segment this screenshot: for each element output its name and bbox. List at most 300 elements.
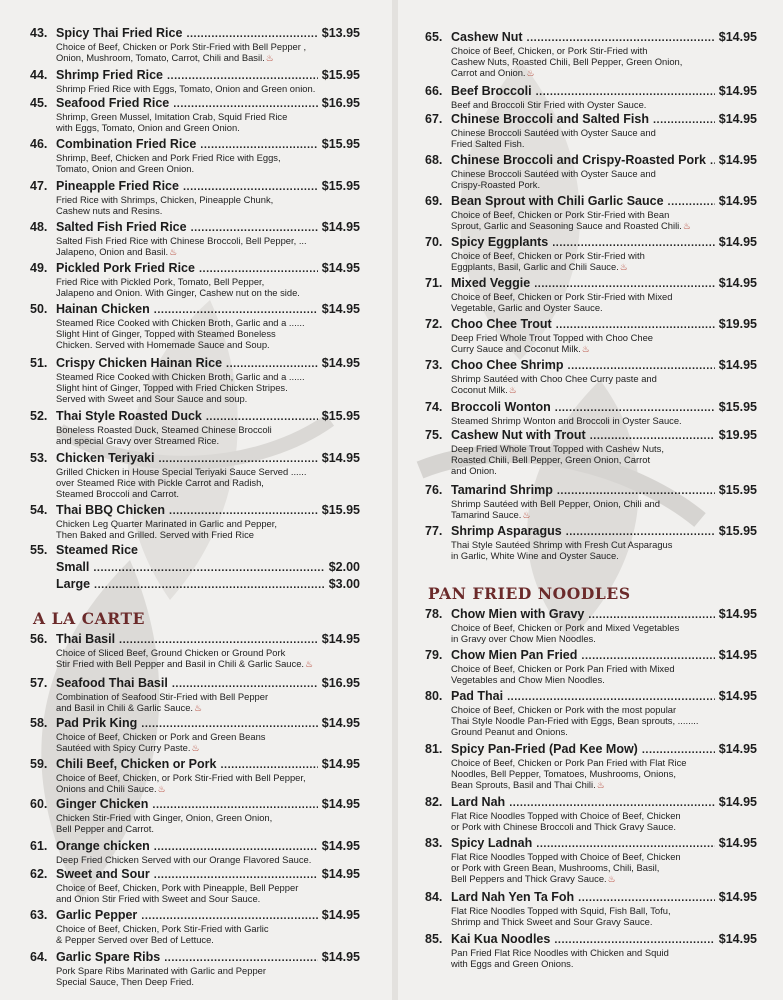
menu-item xyxy=(425,836,757,886)
description-line xyxy=(451,179,757,190)
item-price: $14.95 xyxy=(321,261,360,275)
description-text: Choice of Beef, Chicken, Pork with Pineapple, Bell Pepper xyxy=(56,882,299,893)
dot-leader xyxy=(94,579,325,591)
chili-icon: ♨ xyxy=(169,247,178,258)
item-number: 55. xyxy=(30,543,48,557)
item-number: 80. xyxy=(425,689,443,703)
item-price: $15.95 xyxy=(321,503,360,517)
description-line xyxy=(56,976,360,987)
description-text: Eggplants, Basil, Garlic and Chili Sauce. xyxy=(451,261,619,273)
description-text: Choice of Beef, Chicken or Pork Pan Fried with Mixed xyxy=(451,663,675,674)
dot-leader xyxy=(509,797,715,809)
item-name: Hainan Chicken xyxy=(56,302,150,316)
item-name: Thai Basil xyxy=(56,632,116,646)
item-price: $14.95 xyxy=(321,797,360,811)
dot-leader xyxy=(164,952,318,964)
item-name: Broccoli Wonton xyxy=(451,400,551,414)
item-description xyxy=(425,622,757,644)
item-number: 57. xyxy=(30,676,48,690)
item-name: Steamed Rice xyxy=(56,543,138,557)
description-text: Choice of Beef, Chicken or Pork Stir-Fried with Mixed xyxy=(451,291,673,302)
description-text: Steamed Broccoli and Carrot. xyxy=(56,488,179,500)
description-line xyxy=(451,168,757,179)
description-line xyxy=(56,518,360,529)
item-number: 69. xyxy=(425,194,443,208)
description-line xyxy=(56,934,360,945)
dot-leader xyxy=(186,28,317,40)
item-description xyxy=(425,443,757,477)
item-number: 84. xyxy=(425,890,443,904)
description-text: Roasted Chili, Bell Pepper, Green Onion, Carrot xyxy=(451,454,651,466)
menu-item xyxy=(425,795,757,832)
description-text: over Steamed Rice with Pickle Carrot and Radish, xyxy=(56,477,264,489)
description-line xyxy=(451,862,757,873)
item-number: 51. xyxy=(30,356,48,370)
item-number: 44. xyxy=(30,68,48,82)
item-name: Thai Style Roasted Duck xyxy=(56,409,202,423)
item-name: Combination Fried Rice xyxy=(56,137,197,151)
item-price: $14.95 xyxy=(718,836,757,850)
item-number: 70. xyxy=(425,235,443,249)
item-description xyxy=(30,647,360,670)
size-small-label: Small xyxy=(56,560,90,574)
item-number: 65. xyxy=(425,30,443,44)
item-price: $19.95 xyxy=(718,317,757,331)
description-line xyxy=(56,339,360,350)
description-line xyxy=(56,83,360,94)
item-description xyxy=(425,250,757,273)
item-description xyxy=(30,812,360,834)
description-line xyxy=(451,373,757,384)
menu-item xyxy=(30,950,360,987)
description-text: Vegetables and Chow Mien Noodles. xyxy=(451,674,605,686)
description-text: Noodles, Bell Pepper, Tomatoes, Mushrooms, Onions, xyxy=(451,768,676,780)
chili-icon: ♨ xyxy=(265,53,274,64)
item-price: $14.95 xyxy=(718,276,757,290)
dot-leader xyxy=(536,838,714,850)
item-description xyxy=(425,539,757,561)
description-text: Sprout, Garlic and Seasoning Sauce and Roasted Chili. xyxy=(451,220,682,232)
item-name: Garlic Spare Ribs xyxy=(56,950,161,964)
chili-icon: ♨ xyxy=(682,221,691,232)
item-price: $15.95 xyxy=(321,68,360,82)
description-line xyxy=(451,539,757,550)
chili-icon: ♨ xyxy=(596,780,605,791)
description-text: Slight hint of Ginger, Topped with Fried Chicken Stripes. xyxy=(56,382,288,394)
description-text: Then Baked and Grilled. Served with Fried Rice xyxy=(56,529,255,541)
item-price: $14.95 xyxy=(718,153,757,167)
description-line xyxy=(451,663,757,674)
size-large-label: Large xyxy=(56,577,91,591)
description-text: Shrimp and Thick Sweet and Sour Gravy Sauce. xyxy=(451,916,653,928)
description-line xyxy=(451,810,757,821)
item-description xyxy=(425,168,757,190)
description-text: Bell Pepper and Carrot. xyxy=(56,823,154,835)
description-line xyxy=(451,250,757,261)
description-line xyxy=(451,779,757,791)
item-number: 53. xyxy=(30,451,48,465)
item-description xyxy=(425,663,757,685)
item-price: $15.95 xyxy=(718,524,757,538)
item-description xyxy=(30,152,360,174)
description-text: Flat Rice Noodles Topped with Choice of Beef, Chicken xyxy=(451,810,681,821)
description-text: Pork Spare Ribs Marinated with Garlic and Pepper xyxy=(56,965,266,976)
item-description xyxy=(425,291,757,313)
item-number: 54. xyxy=(30,503,48,517)
item-description xyxy=(30,317,360,351)
menu-item xyxy=(425,30,757,80)
item-price: $14.95 xyxy=(321,908,360,922)
item-description xyxy=(425,947,757,969)
dot-leader xyxy=(169,505,318,517)
item-price: $14.95 xyxy=(718,235,757,249)
item-number: 67. xyxy=(425,112,443,126)
description-line xyxy=(56,823,360,834)
item-price: $14.95 xyxy=(321,220,360,234)
description-text: Thai Style Sautéed Shrimp with Fresh Cut Asparagus xyxy=(451,539,673,550)
item-number: 85. xyxy=(425,932,443,946)
description-text: and Onion. xyxy=(451,465,497,477)
description-text: Pan Fried Flat Rice Noodles with Chicken and Squid xyxy=(451,947,669,958)
item-name: Cashew Nut with Trout xyxy=(451,428,586,442)
item-price: $15.95 xyxy=(321,409,360,423)
dot-leader xyxy=(527,32,715,44)
description-text: in Gravy over Chow Mien Noodles. xyxy=(451,633,596,645)
item-number: 83. xyxy=(425,836,443,850)
menu-item xyxy=(30,302,360,351)
item-price: $13.95 xyxy=(321,26,360,40)
dot-leader xyxy=(710,155,715,167)
item-name: Chinese Broccoli and Salted Fish xyxy=(451,112,649,126)
description-line xyxy=(56,647,360,658)
description-line xyxy=(451,851,757,862)
description-text: Curry Sauce and Coconut Milk. xyxy=(451,343,581,355)
item-name: Choo Chee Trout xyxy=(451,317,552,331)
description-line xyxy=(56,194,360,205)
description-text: Shrimp Sautéed with Choo Chee Curry paste and xyxy=(451,373,657,384)
description-line xyxy=(56,205,360,216)
menu-item xyxy=(425,112,757,149)
dot-leader xyxy=(206,411,318,423)
item-name: Pineapple Fried Rice xyxy=(56,179,179,193)
description-line xyxy=(451,715,757,726)
dot-leader xyxy=(141,718,317,730)
description-text: or Pork with Chinese Broccoli and Thick Gravy Sauce. xyxy=(451,821,676,833)
description-line xyxy=(451,138,757,149)
description-line xyxy=(451,633,757,644)
description-text: and Basil in Chili & Garlic Sauce. xyxy=(56,702,194,714)
description-line xyxy=(451,209,757,220)
description-line xyxy=(56,965,360,976)
menu-item xyxy=(425,932,757,969)
description-line xyxy=(451,415,757,426)
item-number: 74. xyxy=(425,400,443,414)
description-text: Steamed Shrimp Wonton and Broccoli in Oyster Sauce. xyxy=(451,415,682,426)
item-price: $15.95 xyxy=(321,137,360,151)
description-line xyxy=(451,622,757,633)
dot-leader xyxy=(172,678,318,690)
description-text: Choice of Beef, Chicken, Pork Stir-Fried with Garlic xyxy=(56,923,269,934)
size-large-price: $3.00 xyxy=(328,577,360,591)
description-line xyxy=(451,757,757,768)
description-text: Coconut Milk. xyxy=(451,384,508,396)
description-text: Onions and Chili Sauce. xyxy=(56,783,157,795)
menu-item xyxy=(425,524,757,561)
description-line xyxy=(56,382,360,393)
description-line xyxy=(56,812,360,823)
dot-leader xyxy=(668,196,715,208)
dot-leader xyxy=(581,650,714,662)
description-line xyxy=(451,550,757,561)
item-number: 79. xyxy=(425,648,443,662)
description-text: Fried Rice with Shrimps, Chicken, Pineapple Chunk, xyxy=(56,194,274,205)
description-text: Chinese Broccoli Sautéed with Oyster Sauce and xyxy=(451,168,656,179)
item-number: 46. xyxy=(30,137,48,151)
item-number: 76. xyxy=(425,483,443,497)
menu-item xyxy=(425,276,757,313)
item-name: Pad Prik King xyxy=(56,716,138,730)
description-line xyxy=(56,702,360,714)
dot-leader xyxy=(152,799,317,811)
dot-leader xyxy=(568,360,715,372)
description-line xyxy=(451,302,757,313)
description-line xyxy=(451,454,757,465)
item-description xyxy=(425,810,757,832)
menu-item xyxy=(30,676,360,714)
description-text: & Pepper Served over Bed of Lettuce. xyxy=(56,934,214,946)
description-text: Chicken. Served with Homemade Sauce and Soup. xyxy=(56,339,270,351)
description-text: Cashew nuts and Resins. xyxy=(56,205,163,217)
description-text: Served with Sweet and Sour Sauce and soup. xyxy=(56,393,248,405)
dot-leader xyxy=(578,892,715,904)
menu-item xyxy=(425,400,757,426)
item-description xyxy=(30,965,360,987)
menu-item xyxy=(30,451,360,500)
description-text: Onion, Mushroom, Tomato, Carrot, Chili and Basil. xyxy=(56,52,265,64)
a-la-carte-title: A LA CARTE xyxy=(33,609,146,628)
menu-item xyxy=(425,742,757,792)
item-price: $14.95 xyxy=(718,890,757,904)
description-line xyxy=(451,67,757,79)
dot-leader xyxy=(534,278,715,290)
item-description xyxy=(30,772,360,795)
description-line xyxy=(451,45,757,56)
description-text: Choice of Beef, Chicken or Pork and Mixed Vegetables xyxy=(451,622,680,633)
item-description xyxy=(425,415,757,426)
description-line xyxy=(56,742,360,754)
description-line xyxy=(451,291,757,302)
description-line xyxy=(451,726,757,737)
menu-item xyxy=(30,839,360,865)
item-description xyxy=(30,923,360,945)
item-number: 48. xyxy=(30,220,48,234)
item-price: $14.95 xyxy=(321,867,360,881)
item-description xyxy=(425,851,757,886)
description-line xyxy=(56,466,360,477)
item-number: 66. xyxy=(425,84,443,98)
item-name: Spicy Thai Fried Rice xyxy=(56,26,183,40)
menu-item xyxy=(425,428,757,477)
menu-item xyxy=(425,607,757,644)
description-text: Fried Rice with Pickled Pork, Tomato, Bell Pepper, xyxy=(56,276,265,287)
item-name: Chinese Broccoli and Crispy-Roasted Pork xyxy=(451,153,706,167)
description-line xyxy=(451,674,757,685)
dot-leader xyxy=(183,181,318,193)
menu-item xyxy=(425,153,757,190)
item-price: $14.95 xyxy=(718,795,757,809)
item-name: Kai Kua Noodles xyxy=(451,932,551,946)
dot-leader xyxy=(536,86,715,98)
steamed-rice-item xyxy=(30,543,360,591)
item-description xyxy=(30,276,360,298)
chili-icon: ♨ xyxy=(522,510,531,521)
item-price: $14.95 xyxy=(718,194,757,208)
description-line xyxy=(451,958,757,969)
description-line xyxy=(451,220,757,232)
dot-leader xyxy=(173,98,318,110)
item-number: 73. xyxy=(425,358,443,372)
dot-leader xyxy=(167,70,318,82)
chili-icon: ♨ xyxy=(526,68,535,79)
description-text: Steamed Rice Cooked with Chicken Broth, Garlic and a ...... xyxy=(56,371,305,382)
item-name: Garlic Pepper xyxy=(56,908,138,922)
chili-icon: ♨ xyxy=(508,385,517,396)
description-line xyxy=(451,704,757,715)
description-text: Tomato, Onion and Green Onion. xyxy=(56,163,195,175)
menu-item xyxy=(30,908,360,945)
description-text: Shrimp Fried Rice with Eggs, Tomato, Onion and Green onion. xyxy=(56,83,316,94)
item-description xyxy=(425,209,757,232)
item-number: 49. xyxy=(30,261,48,275)
dot-leader xyxy=(226,358,318,370)
description-text: Tamarind Sauce. xyxy=(451,509,522,521)
item-description xyxy=(30,371,360,405)
item-description xyxy=(425,905,757,927)
item-number: 72. xyxy=(425,317,443,331)
description-line xyxy=(56,371,360,382)
item-number: 62. xyxy=(30,867,48,881)
description-line xyxy=(56,424,360,435)
description-text: and special Gravy over Streamed Rice. xyxy=(56,435,220,447)
item-number: 43. xyxy=(30,26,48,40)
menu-item xyxy=(30,137,360,174)
description-text: Chicken Stir-Fried with Ginger, Onion, Green Onion, xyxy=(56,812,273,823)
dot-leader xyxy=(507,691,715,703)
menu-item xyxy=(425,84,757,110)
item-name: Chow Mien with Gravy xyxy=(451,607,585,621)
item-description xyxy=(30,111,360,133)
description-text: Deep Fried Whole Trout Topped with Choo Chee xyxy=(451,332,654,343)
description-line xyxy=(451,99,757,110)
menu-item xyxy=(425,235,757,273)
description-text: Crispy-Roasted Pork. xyxy=(451,179,541,191)
chili-icon: ♨ xyxy=(619,262,628,273)
description-text: or Pork with Green Bean, Mushrooms, Chili, Basil, xyxy=(451,862,660,874)
item-name: Lard Nah Yen Ta Foh xyxy=(451,890,575,904)
description-text: Choice of Beef, Chicken, or Pork Stir-Fried with Bell Pepper, xyxy=(56,772,306,783)
description-line xyxy=(56,163,360,174)
dot-leader xyxy=(141,910,317,922)
item-price: $14.95 xyxy=(321,839,360,853)
dot-leader xyxy=(557,485,715,497)
description-text: Flat Rice Noodles Topped with Choice of Beef, Chicken xyxy=(451,851,681,862)
item-number: 47. xyxy=(30,179,48,193)
item-description xyxy=(30,41,360,64)
item-name: Shrimp Asparagus xyxy=(451,524,562,538)
item-name: Beef Broccoli xyxy=(451,84,532,98)
description-line xyxy=(451,343,757,355)
item-price: $14.95 xyxy=(718,932,757,946)
dot-leader xyxy=(154,841,318,853)
description-text: Grilled Chicken in House Special Teriyaki Sauce Served ...... xyxy=(56,466,307,477)
item-name: Chicken Teriyaki xyxy=(56,451,155,465)
description-line xyxy=(56,882,360,893)
item-number: 58. xyxy=(30,716,48,730)
menu-item xyxy=(30,797,360,834)
description-text: Flat Rice Noodles Topped with Squid, Fish Ball, Tofu, xyxy=(451,905,671,916)
description-line xyxy=(451,443,757,454)
item-price: $15.95 xyxy=(321,179,360,193)
item-name: Spicy Eggplants xyxy=(451,235,549,249)
item-name: Seafood Fried Rice xyxy=(56,96,170,110)
item-number: 61. xyxy=(30,839,48,853)
item-name: Thai BBQ Chicken xyxy=(56,503,166,517)
description-line xyxy=(56,854,360,865)
description-text: Jalapeno, Onion and Basil. xyxy=(56,246,169,258)
menu-item xyxy=(425,483,757,521)
description-text: Shrimp, Green Mussel, Imitation Crab, Squid Fried Rice xyxy=(56,111,288,122)
item-price: $14.95 xyxy=(321,632,360,646)
item-price: $14.95 xyxy=(718,648,757,662)
item-number: 50. xyxy=(30,302,48,316)
dot-leader xyxy=(200,139,317,151)
item-name: Seafood Thai Basil xyxy=(56,676,168,690)
item-number: 64. xyxy=(30,950,48,964)
description-line xyxy=(56,488,360,499)
description-line xyxy=(56,317,360,328)
description-text: Stir Fried with Bell Pepper and Basil in Chili & Garlic Sauce. xyxy=(56,658,305,670)
description-text: Choice of Beef, Chicken or Pork with the most popular xyxy=(451,704,677,715)
item-name: Pad Thai xyxy=(451,689,504,703)
item-name: Salted Fish Fried Rice xyxy=(56,220,187,234)
item-price: $15.95 xyxy=(718,400,757,414)
description-line xyxy=(56,246,360,258)
item-description xyxy=(425,99,757,110)
description-line xyxy=(56,923,360,934)
description-line xyxy=(56,287,360,298)
description-text: in Garlic, White Wine and Oyster Sauce. xyxy=(451,550,619,562)
item-description xyxy=(30,691,360,714)
description-line xyxy=(56,41,360,52)
description-text: Fried Salted Fish. xyxy=(451,138,525,150)
description-text: Choice of Beef, Chicken or Pork Pan Fried with Flat Rice xyxy=(451,757,687,768)
chili-icon: ♨ xyxy=(157,784,166,795)
description-text: Steamed Rice Cooked with Chicken Broth, Garlic and a ...... xyxy=(56,317,305,328)
item-description xyxy=(425,373,757,396)
description-text: Boneless Roasted Duck, Steamed Chinese Broccoli xyxy=(56,424,272,435)
pan-fried-noodles-title: PAN FRIED NOODLES xyxy=(428,584,631,603)
item-name: Mixed Veggie xyxy=(451,276,531,290)
chili-icon: ♨ xyxy=(194,703,203,714)
item-name: Orange chicken xyxy=(56,839,150,853)
description-line xyxy=(56,393,360,404)
item-number: 77. xyxy=(425,524,443,538)
description-line xyxy=(56,477,360,488)
description-text: Cashew Nuts, Roasted Chili, Bell Pepper, Green Onion, xyxy=(451,56,683,68)
item-number: 75. xyxy=(425,428,443,442)
description-text: with Eggs, Tomato, Onion and Green Onion. xyxy=(56,122,240,134)
item-name: Sweet and Sour xyxy=(56,867,150,881)
